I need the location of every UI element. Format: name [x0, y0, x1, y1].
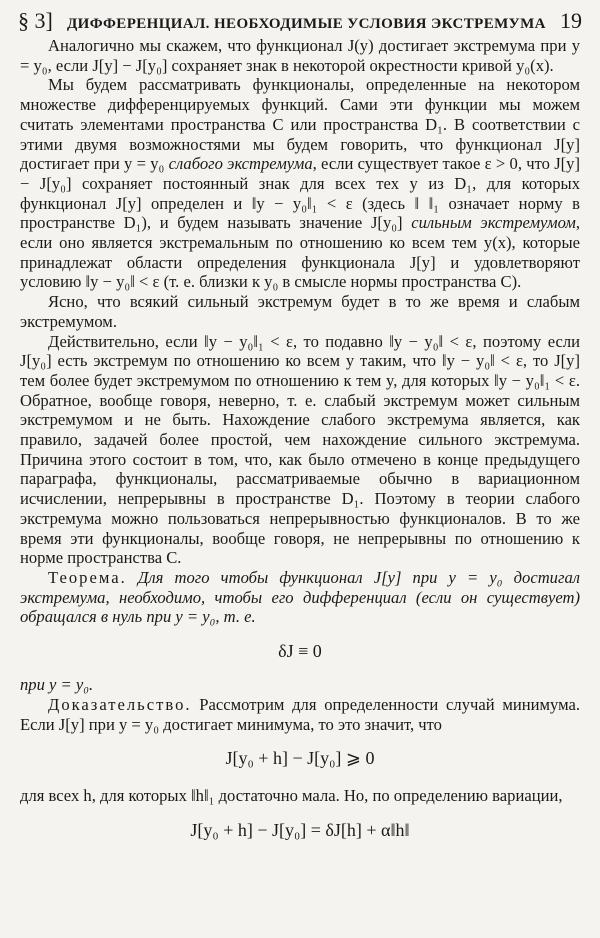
paragraph-weak-strong-extremum [20, 75, 580, 292]
page-number: 19 [560, 8, 582, 33]
term-weak-extremum: слабого экстремума [168, 154, 313, 174]
chapter-title: ДИФФЕРЕНЦИАЛ. НЕОБХОДИМЫЕ УСЛОВИЯ ЭКСТРЕМУМА [66, 16, 546, 32]
paragraph-extremum-definition: Аналогично мы скажем, что функционал J(y) достигает экстремума при y = y₀, если J[y] − J[y₀] сохраняет знак в некоторой окрестности кривой y₀(x). [20, 36, 580, 75]
formula-minimum-inequality: J[y₀ + h] − J[y₀] ⩾ 0 [225, 748, 375, 769]
term-strong-extremum: сильным экстремумом [411, 213, 576, 233]
theorem-statement: Для того чтобы функционал J[y] при y = y₀ достигал экстремума, необходимо, чтобы его дифференциал (если он существует) обращался в нуль при y = y₀, т. е. [20, 567, 580, 627]
proof-label: Доказательство. [48, 694, 192, 714]
formula-condition: при y = y₀. [20, 675, 94, 695]
paragraph-variation-definition: для всех h, для которых ‖h‖₁ достаточно мала. Но, по определению вариации, [20, 786, 563, 806]
theorem-label: Теорема. [48, 567, 127, 587]
paragraph-text: , если существует такое ε > 0, что J[y] − J[y₀] сохраняет постоянный знак для всех тех y из D₁, для которых функционал J[y] определен и ‖y − y₀‖₁ < ε (здесь ‖ ‖₁ означает норму в пространстве D₁), и будем называть значение J[y₀] [20, 154, 580, 233]
running-header [18, 8, 582, 36]
page-body [20, 36, 580, 840]
formula-increment: J[y₀ + h] − J[y₀] = δJ[h] + α‖h‖ [190, 819, 410, 840]
section-marker: § 3] [18, 8, 53, 33]
paragraph-explanation: Действительно, если ‖y − y₀‖₁ < ε, то подавно ‖y − y₀‖ < ε, поэтому если J[y₀] есть экстремум по отношению ко всем y таким, что ‖y − y₀‖ < ε, то J[y] тем более будет экстремумом по отношению к тем y, для которых ‖y − y₀‖₁ < ε. Обратное, вообще говоря, неверно, т. е. слабый экстремум может сильным экстремумом и не быть. Нахождение слабого экстремума является, как правило, задачей более простой, чем нахождение сильного экстремума. Причина этого состоит в том, что, как было отмечено в конце предыдущего параграфа, функционалы, рассматриваемые обычно в вариационном исчислении, непрерывны в пространстве D₁. Поэтому в теории слабого экстремума можно пользоваться непрерывностью функционалов. В то же время эти функционалы, вообще говоря, не непрерывны по отношению к норме пространства C. [20, 331, 580, 568]
formula-variation-zero: δJ ≡ 0 [278, 641, 322, 662]
proof [20, 695, 580, 734]
proof-text: Рассмотрим для определенности случай минимума. Если J[y] при y = y₀ достигает минимума, то это значит, что [20, 694, 580, 734]
theorem [20, 568, 580, 627]
paragraph-text: Мы будем рассматривать функционалы, определенные на некотором множестве дифференцируемых функций. Сами эти функции мы можем считать элементами пространства C или пространства D₁. В соответствии с этими двумя возможностями мы будем говорить, что функционал J[y] достигает при y = y₀ [20, 75, 580, 174]
paragraph-strong-implies-weak: Ясно, что всякий сильный экстремум будет в то же время и слабым экстремумом. [20, 292, 580, 331]
paragraph-text: , если оно является экстремальным по отношению ко всем тем y(x), которые принадлежат области определения функционала J[y] и удовлетворяют условию ‖y − y₀‖ < ε (т. е. близки к y₀ в смысле нормы пространства C). [20, 213, 580, 292]
